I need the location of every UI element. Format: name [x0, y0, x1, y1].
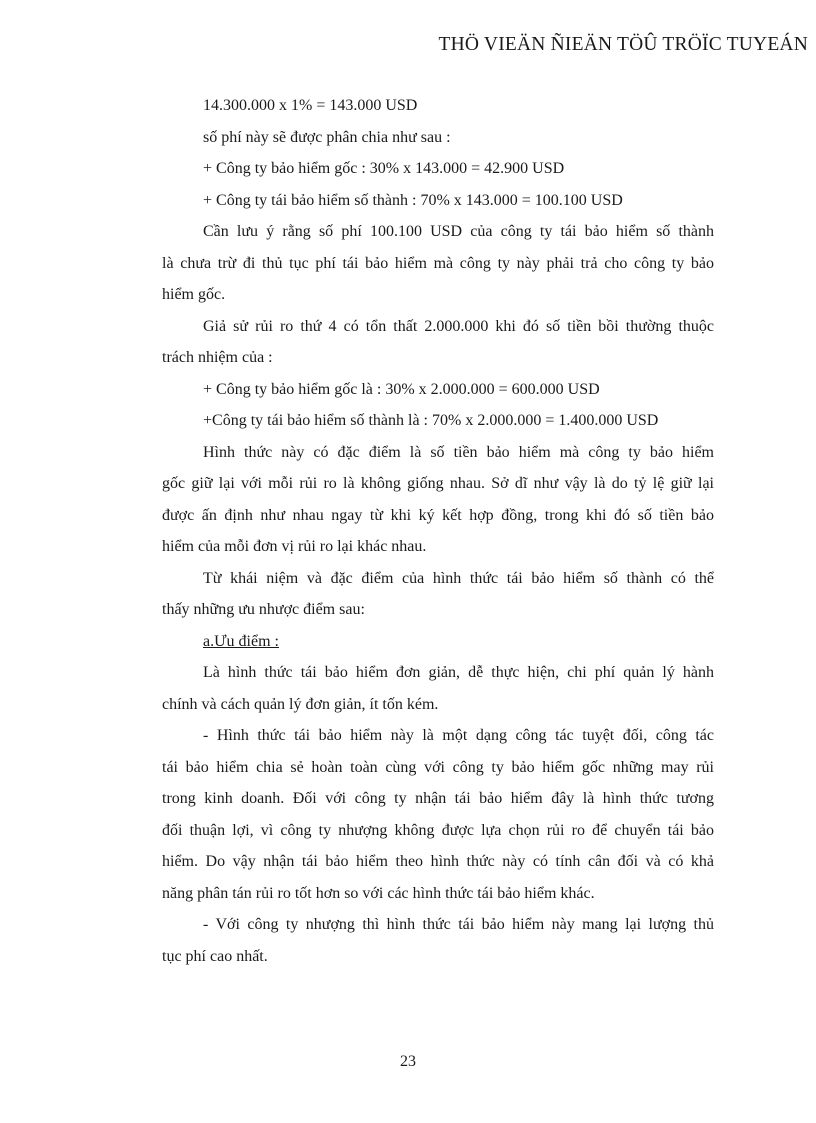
text-line: +Công ty tái bảo hiểm số thành là : 70% x 2.000.000 = 1.400.000 USD — [203, 412, 659, 429]
text-line: 14.300.000 x 1% = 143.000 USD — [203, 97, 418, 114]
text-line: Từ khái niệm và đặc điểm của hình thức tái bảo hiểm số thành có thể — [203, 569, 714, 587]
text-line: - Hình thức tái bảo hiểm này là một dạng công tác tuyệt đối, công tác — [203, 727, 714, 744]
text-line: + Công ty tái bảo hiểm số thành : 70% x 143.000 = 100.100 USD — [203, 191, 623, 209]
text-line: năng phân tán rủi ro tốt hơn so với các hình thức tái bảo hiểm khác. — [162, 884, 595, 902]
text-line: Cần lưu ý rằng số phí 100.100 USD của công ty tái bảo hiểm số thành — [203, 223, 714, 240]
text-line: tục phí cao nhất. — [162, 947, 268, 965]
text-line: - Với công ty nhượng thì hình thức tái bảo hiểm này mang lại lượng thủ — [203, 916, 714, 933]
running-header: THÖ VIEÄN ÑIEÄN TÖÛ TRÖÏC TUYEÁN — [438, 34, 808, 55]
text-line: Giả sử rủi ro thứ 4 có tổn thất 2.000.000 khi đó số tiền bồi thường thuộc — [203, 317, 714, 335]
text-line: Hình thức này có đặc điểm là số tiền bảo hiểm mà công ty bảo hiểm — [203, 443, 714, 461]
text-line: trách nhiệm của : — [162, 349, 273, 366]
text-line: gốc giữ lại với mỗi rủi ro là không giống nhau. Sở dĩ như vậy là do tỷ lệ giữ lại — [162, 475, 714, 492]
text-line: + Công ty bảo hiểm gốc : 30% x 143.000 = 42.900 USD — [203, 160, 565, 177]
text-line: thấy những ưu nhược điểm sau: — [162, 601, 365, 618]
text-line: + Công ty bảo hiểm gốc là : 30% x 2.000.000 = 600.000 USD — [203, 380, 600, 398]
text-line: hiểm của mỗi đơn vị rủi ro lại khác nhau. — [162, 538, 427, 555]
text-line: chính và cách quản lý đơn giản, ít tốn kém. — [162, 695, 439, 713]
text-line: được ấn định như nhau ngay từ khi ký kết hợp đồng, trong khi đó số tiền bảo — [162, 506, 714, 524]
section-heading-text: a.Ưu điểm : — [203, 632, 279, 650]
text-line: trong kinh doanh. Đối với công ty nhận tái bảo hiểm đây là hình thức tương — [162, 790, 714, 807]
text-line: là chưa trừ đi thủ tục phí tái bảo hiểm mà công ty này phải trả cho công ty bảo — [162, 254, 714, 272]
text-line: đối thuận lợi, vì công ty nhượng không được lựa chọn rủi ro để chuyển tái bảo — [162, 821, 714, 839]
text-line: hiểm gốc. — [162, 286, 226, 303]
page-body — [162, 90, 714, 972]
text-line: tái bảo hiểm chia sẻ hoàn toàn cùng với công ty bảo hiểm gốc những may rủi — [162, 758, 714, 776]
text-line: hiểm. Do vậy nhận tái bảo hiểm theo hình thức này có tính cân đối và có khả — [162, 853, 714, 870]
text-line: Là hình thức tái bảo hiểm đơn giản, dễ thực hiện, chi phí quản lý hành — [203, 664, 714, 681]
page-number: 23 — [400, 1053, 416, 1070]
section-heading — [162, 626, 714, 658]
text-line: số phí này sẽ được phân chia như sau : — [203, 128, 451, 146]
